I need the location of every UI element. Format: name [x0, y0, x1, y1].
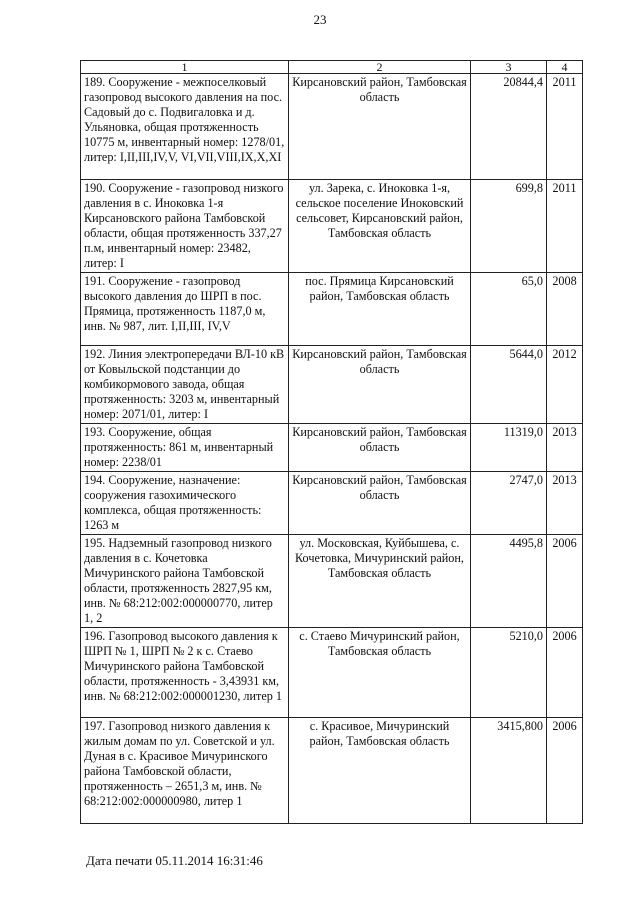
- object-description: 197. Газопровод низкого давления к жилым домам по ул. Советской и ул. Дуная в с. Красивое Мичуринского района Тамбовской области, протяженность – 2651,3 м, инв. № 68:212:002:000000980, литер 1: [81, 718, 289, 824]
- object-year: 2011: [547, 180, 583, 273]
- object-year: 2006: [547, 718, 583, 824]
- object-description: 190. Сооружение - газопровод низкого давления в с. Иноковка 1-я Кирсановского района Тамбовской области, общая протяженность 337,27 п.м, инвентарный номер: 23482, литер: I: [81, 180, 289, 273]
- column-header-2: 2: [289, 61, 471, 74]
- table-row: [81, 74, 583, 180]
- object-description: 189. Сооружение - межпоселковый газопровод высокого давления на пос. Садовый до с. Подвигаловка и д. Ульяновка, общая протяженность 10775 м, инвентарный номер: 1278/01, литер: I,II,III,IV,V, VI,VII,VIII,IX,X,XI: [81, 74, 289, 180]
- object-year: 2011: [547, 74, 583, 180]
- object-year: 2006: [547, 628, 583, 718]
- object-location: ул. Зарека, с. Иноковка 1-я, сельское поселение Иноковский сельсовет, Кирсановский район, Тамбовская область: [289, 180, 471, 273]
- object-description: 194. Сооружение, назначение: сооружения газохимического комплекса, общая протяженность: 1263 м: [81, 472, 289, 535]
- table-row: [81, 273, 583, 346]
- object-year: 2013: [547, 424, 583, 472]
- object-value: 5644,0: [471, 346, 547, 424]
- object-year: 2013: [547, 472, 583, 535]
- object-location: Кирсановский район, Тамбовская область: [289, 424, 471, 472]
- object-location: с. Красивое, Мичуринский район, Тамбовская область: [289, 718, 471, 824]
- object-location: Кирсановский район, Тамбовская область: [289, 346, 471, 424]
- object-value: 3415,800: [471, 718, 547, 824]
- page-number: 23: [313, 12, 327, 27]
- column-header-1: 1: [81, 61, 289, 74]
- object-value: 20844,4: [471, 74, 547, 180]
- property-table: [80, 60, 583, 824]
- table-row: [81, 424, 583, 472]
- object-description: 196. Газопровод высокого давления к ШРП № 1, ШРП № 2 к с. Стаево Мичуринского района Тамбовской области, протяженность - 3,43931 км, инв. № 68:212:002:000001230, литер 1: [81, 628, 289, 718]
- column-header-4: 4: [547, 61, 583, 74]
- object-location: Кирсановский район, Тамбовская область: [289, 74, 471, 180]
- table-row: [81, 180, 583, 273]
- object-description: 193. Сооружение, общая протяженность: 861 м, инвентарный номер: 2238/01: [81, 424, 289, 472]
- object-value: 11319,0: [471, 424, 547, 472]
- table-row: [81, 628, 583, 718]
- table-row: [81, 718, 583, 824]
- object-value: 2747,0: [471, 472, 547, 535]
- table-row: [81, 346, 583, 424]
- object-description: 191. Сооружение - газопровод высокого давления до ШРП в пос. Прямица, протяженность 1187,0 м, инв. № 987, лит. I,II,III, IV,V: [81, 273, 289, 346]
- object-year: 2012: [547, 346, 583, 424]
- object-location: ул. Московская, Куйбышева, с. Кочетовка, Мичуринский район, Тамбовская область: [289, 535, 471, 628]
- column-header-3: 3: [471, 61, 547, 74]
- object-description: 192. Линия электропередачи ВЛ-10 кВ от Ковыльской подстанции до комбикормового завода, общая протяженность: 3203 м, инвентарный номер: 2071/01, литер: I: [81, 346, 289, 424]
- table-row: [81, 472, 583, 535]
- object-location: пос. Прямица Кирсановский район, Тамбовская область: [289, 273, 471, 346]
- table-row: [81, 535, 583, 628]
- object-year: 2008: [547, 273, 583, 346]
- object-value: 699,8: [471, 180, 547, 273]
- object-year: 2006: [547, 535, 583, 628]
- object-location: с. Стаево Мичуринский район, Тамбовская область: [289, 628, 471, 718]
- object-value: 65,0: [471, 273, 547, 346]
- table-header-row: [81, 61, 583, 74]
- print-date: Дата печати 05.11.2014 16:31:46: [86, 853, 263, 868]
- object-value: 5210,0: [471, 628, 547, 718]
- object-value: 4495,8: [471, 535, 547, 628]
- object-description: 195. Надземный газопровод низкого давления в с. Кочетовка Мичуринского района Тамбовской области, протяженность 2827,95 км, инв. № 68:212:002:000000770, литер 1, 2: [81, 535, 289, 628]
- object-location: Кирсановский район, Тамбовская область: [289, 472, 471, 535]
